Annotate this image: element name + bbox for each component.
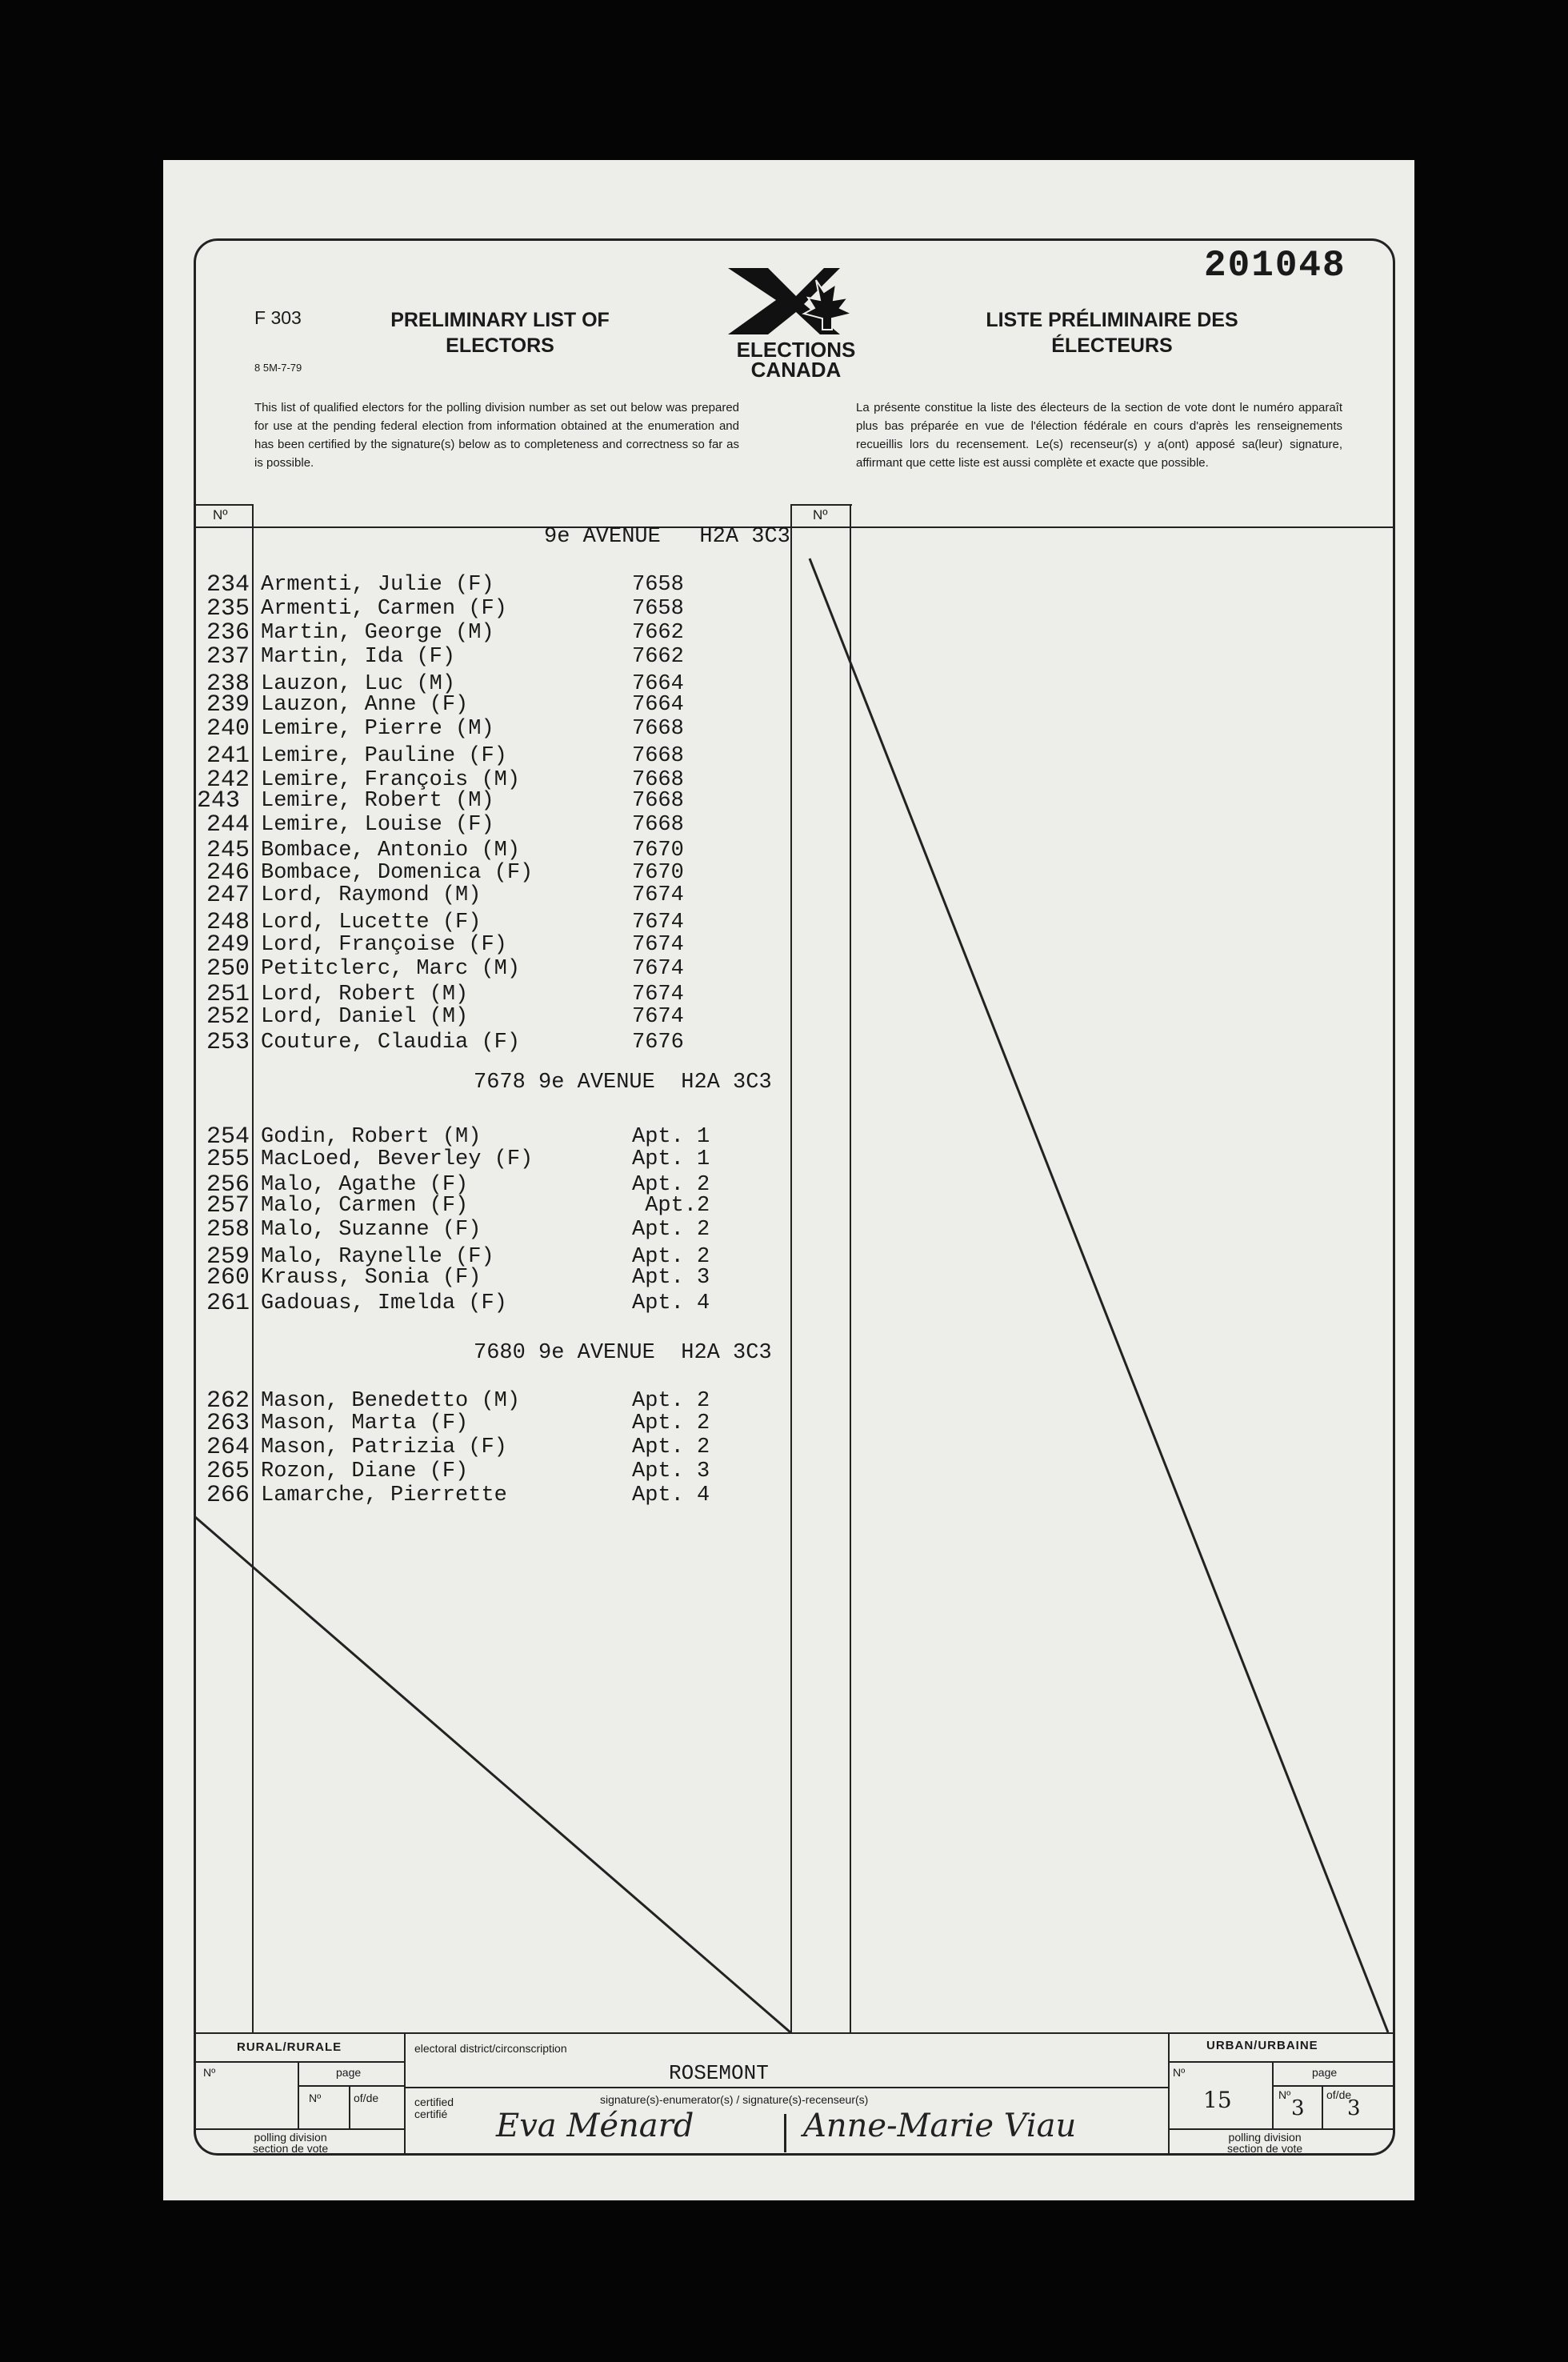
urban-label: URBAN/URBAINE	[1206, 2039, 1318, 2052]
elector-name: Petitclerc, Marc (M)	[261, 957, 521, 981]
elector-address: Apt. 3	[632, 1266, 710, 1290]
elector-number: 249	[206, 931, 250, 959]
elector-number: 262	[206, 1387, 250, 1415]
column-no-label-right: Nº	[813, 507, 828, 522]
elector-address: 7674	[632, 957, 684, 981]
elector-name: Armenti, Carmen (F)	[261, 597, 507, 621]
elector-name: Krauss, Sonia (F)	[261, 1266, 482, 1290]
elector-address: 7662	[632, 621, 684, 645]
elector-address: 7670	[632, 839, 684, 863]
elector-address: Apt. 3	[632, 1459, 710, 1483]
elector-number: 261	[206, 1290, 250, 1317]
elector-address: 7658	[632, 573, 684, 597]
urban-polling-division-line1: polling division	[1228, 2131, 1302, 2144]
elector-number: 240	[206, 715, 250, 743]
elector-address: 7658	[632, 597, 684, 621]
elector-name: Lord, Françoise (F)	[261, 933, 507, 957]
elector-number: 259	[206, 1243, 250, 1271]
footer-rural-page-divider	[298, 2061, 299, 2128]
serial-number: 201048	[1204, 245, 1346, 286]
rural-label: RURAL/RURALE	[237, 2040, 342, 2054]
elector-number: 251	[206, 981, 250, 1008]
elector-number: 241	[206, 743, 250, 770]
elector-name: Bombace, Antonio (M)	[261, 839, 521, 863]
elector-address: Apt. 2	[632, 1218, 710, 1242]
elector-address: 7676	[632, 1031, 684, 1055]
footer-rural-bottom-rule	[194, 2128, 406, 2130]
signature-enumerator-1: Eva Ménard	[496, 2108, 694, 2144]
elector-address: 7674	[632, 883, 684, 907]
elector-name: Martin, Ida (F)	[261, 645, 456, 669]
footer-urban-page-rule	[1272, 2085, 1395, 2087]
elector-number: 244	[206, 811, 250, 839]
elector-number: 250	[206, 955, 250, 983]
elector-name: Bombace, Domenica (F)	[261, 861, 534, 885]
urban-of-label: of/de	[1326, 2088, 1352, 2101]
urban-polling-division-label	[1227, 2132, 1302, 2154]
elector-address: 7674	[632, 911, 684, 935]
elector-address: Apt. 2	[632, 1245, 710, 1269]
footer-urban-of-divider	[1322, 2085, 1323, 2128]
elector-name: Couture, Claudia (F)	[261, 1031, 521, 1055]
footer-urban-bottom-rule	[1170, 2128, 1395, 2130]
elector-name: Mason, Benedetto (M)	[261, 1389, 521, 1413]
elector-address: 7664	[632, 672, 684, 696]
urban-page-label: page	[1312, 2066, 1338, 2079]
elector-number: 243	[196, 787, 240, 815]
elector-address: Apt. 1	[632, 1147, 710, 1171]
elector-number: 242	[206, 767, 250, 794]
intro-french: La présente constitue la liste des électeurs de la section de vote dont le numéro apparaît plus bas préparée en vue de l'élection fédérale en cours d'après les renseignements recueillis lors du recensement. Le(s) recenseur(s) y a(ont) apposé sa(leur) signature, affirmant que cette liste est aussi complète et exacte que possible.	[856, 401, 1342, 470]
elector-name: Malo, Suzanne (F)	[261, 1218, 482, 1242]
elector-number: 252	[206, 1003, 250, 1031]
elector-number: 253	[206, 1029, 250, 1056]
certified-line1: certified	[414, 2096, 454, 2108]
title-english-line2: ELECTORS	[446, 334, 554, 357]
elector-address: 7664	[632, 693, 684, 717]
rural-polling-division-line1: polling division	[254, 2131, 327, 2144]
elector-name: Malo, Raynelle (F)	[261, 1245, 494, 1269]
rural-of-label: of/de	[354, 2092, 379, 2104]
intro-english: This list of qualified electors for the polling division number as set out below was prepared for use at the pending federal election from information obtained at the enumeration and has been certified by the signature(s) below as to completeness and correctness so far as is possible.	[254, 401, 739, 470]
elector-address: 7670	[632, 861, 684, 885]
footer-urban-divider	[1168, 2032, 1170, 2156]
elector-address: Apt.2	[632, 1194, 710, 1218]
column-no-label-left: Nº	[213, 507, 228, 522]
elector-name: Lord, Daniel (M)	[261, 1005, 469, 1029]
elector-name: MacLoed, Beverley (F)	[261, 1147, 534, 1171]
elector-address: Apt. 2	[632, 1435, 710, 1459]
elector-number: 256	[206, 1171, 250, 1199]
rural-page-label: page	[336, 2066, 362, 2079]
urban-page-number: 3	[1291, 2096, 1305, 2120]
title-english-line1: PRELIMINARY LIST OF	[390, 309, 610, 331]
elector-address: 7674	[632, 933, 684, 957]
rural-page-no-label: Nº	[309, 2092, 322, 2104]
footer-urban-page-divider	[1272, 2061, 1274, 2128]
elector-number: 234	[206, 571, 250, 599]
signatures-label: signature(s)-enumerator(s) / signature(s)-recenseur(s)	[600, 2093, 869, 2106]
elector-number: 245	[206, 837, 250, 864]
certified-line2: certifié	[414, 2108, 448, 2120]
elector-address: 7668	[632, 813, 684, 837]
elector-name: Lord, Lucette (F)	[261, 911, 482, 935]
elector-name: Mason, Patrizia (F)	[261, 1435, 507, 1459]
urban-polling-number: 15	[1203, 2087, 1232, 2113]
urban-polling-division-line2: section de vote	[1227, 2142, 1303, 2155]
logo-line2: CANADA	[750, 358, 842, 382]
elector-address: 7668	[632, 717, 684, 741]
elector-name: Lemire, Robert (M)	[261, 789, 494, 813]
elector-number: 238	[206, 671, 250, 698]
elector-number: 239	[206, 691, 250, 719]
elector-name: Lord, Robert (M)	[261, 983, 469, 1007]
elector-number: 237	[206, 643, 250, 671]
elector-number: 254	[206, 1123, 250, 1151]
elector-name: Lauzon, Anne (F)	[261, 693, 469, 717]
district-value: ROSEMONT	[669, 2061, 769, 2085]
elector-address: Apt. 2	[632, 1411, 710, 1435]
elector-number: 246	[206, 859, 250, 887]
elector-address: Apt. 4	[632, 1291, 710, 1315]
form-id: F 303	[254, 307, 302, 328]
elector-name: Malo, Agathe (F)	[261, 1173, 469, 1197]
elector-address: 7674	[632, 1005, 684, 1029]
signature-separator	[784, 2114, 786, 2152]
district-label: electoral district/circonscription	[414, 2042, 567, 2055]
footer-top-rule	[194, 2032, 1395, 2034]
elector-name: Godin, Robert (M)	[261, 1125, 482, 1149]
urban-page-of-number: 3	[1347, 2096, 1361, 2120]
footer-rural-page-rule	[298, 2085, 406, 2087]
section-heading-3: 7680 9e AVENUE H2A 3C3	[474, 1341, 772, 1365]
elector-number: 260	[206, 1264, 250, 1291]
form-code: 8 5M-7-79	[254, 362, 302, 374]
elector-name: Lord, Raymond (M)	[261, 883, 482, 907]
elector-number: 255	[206, 1146, 250, 1173]
section-heading-2: 7678 9e AVENUE H2A 3C3	[474, 1071, 772, 1095]
urban-no-label: Nº	[1173, 2066, 1186, 2079]
elector-address: Apt. 2	[632, 1389, 710, 1413]
elector-number: 247	[206, 882, 250, 909]
elector-number: 258	[206, 1216, 250, 1243]
title-french-line1: LISTE PRÉLIMINAIRE DES	[986, 309, 1238, 331]
rural-polling-division-line2: section de vote	[253, 2142, 329, 2155]
title-french-line2: ÉLECTEURS	[1051, 334, 1173, 357]
certified-label	[414, 2096, 454, 2120]
elector-name: Lemire, Louise (F)	[261, 813, 494, 837]
elector-number: 263	[206, 1410, 250, 1437]
elector-name: Martin, George (M)	[261, 621, 494, 645]
elector-name: Lemire, Pauline (F)	[261, 744, 507, 768]
elector-name: Lamarche, Pierrette	[261, 1483, 507, 1507]
footer-urban-rule	[1170, 2061, 1395, 2063]
elector-number: 265	[206, 1458, 250, 1485]
elector-number: 266	[206, 1482, 250, 1509]
elector-name: Gadouas, Imelda (F)	[261, 1291, 507, 1315]
elector-number: 264	[206, 1434, 250, 1461]
logo-line1: ELECTIONS	[736, 338, 856, 362]
elector-name: Mason, Marta (F)	[261, 1411, 469, 1435]
elector-name: Armenti, Julie (F)	[261, 573, 494, 597]
elector-name: Lemire, François (M)	[261, 768, 521, 792]
footer-rural-rule	[194, 2061, 406, 2063]
elector-number: 235	[206, 595, 250, 623]
footer-rural-divider	[404, 2032, 406, 2156]
elector-address: 7668	[632, 744, 684, 768]
footer-district-rule	[406, 2087, 1170, 2088]
elector-address: Apt. 4	[632, 1483, 710, 1507]
elector-address: 7674	[632, 983, 684, 1007]
elector-number: 248	[206, 909, 250, 936]
elector-name: Lauzon, Luc (M)	[261, 672, 456, 696]
elector-address: 7662	[632, 645, 684, 669]
elector-name: Lemire, Pierre (M)	[261, 717, 494, 741]
urban-page-no-label: Nº	[1278, 2088, 1291, 2101]
elector-name: Malo, Carmen (F)	[261, 1194, 469, 1218]
elector-address: Apt. 2	[632, 1173, 710, 1197]
elector-number: 257	[206, 1192, 250, 1219]
elector-address: 7668	[632, 789, 684, 813]
signature-enumerator-2: Anne-Marie Viau	[803, 2108, 1077, 2144]
section-heading-1: 9e AVENUE H2A 3C3	[544, 525, 790, 549]
elector-address: 7668	[632, 768, 684, 792]
rural-no-label: Nº	[203, 2066, 216, 2079]
footer-rural-of-divider	[349, 2085, 350, 2128]
rural-polling-division-label	[253, 2132, 328, 2154]
elector-address: Apt. 1	[632, 1125, 710, 1149]
elector-number: 236	[206, 619, 250, 647]
elector-name: Rozon, Diane (F)	[261, 1459, 469, 1483]
